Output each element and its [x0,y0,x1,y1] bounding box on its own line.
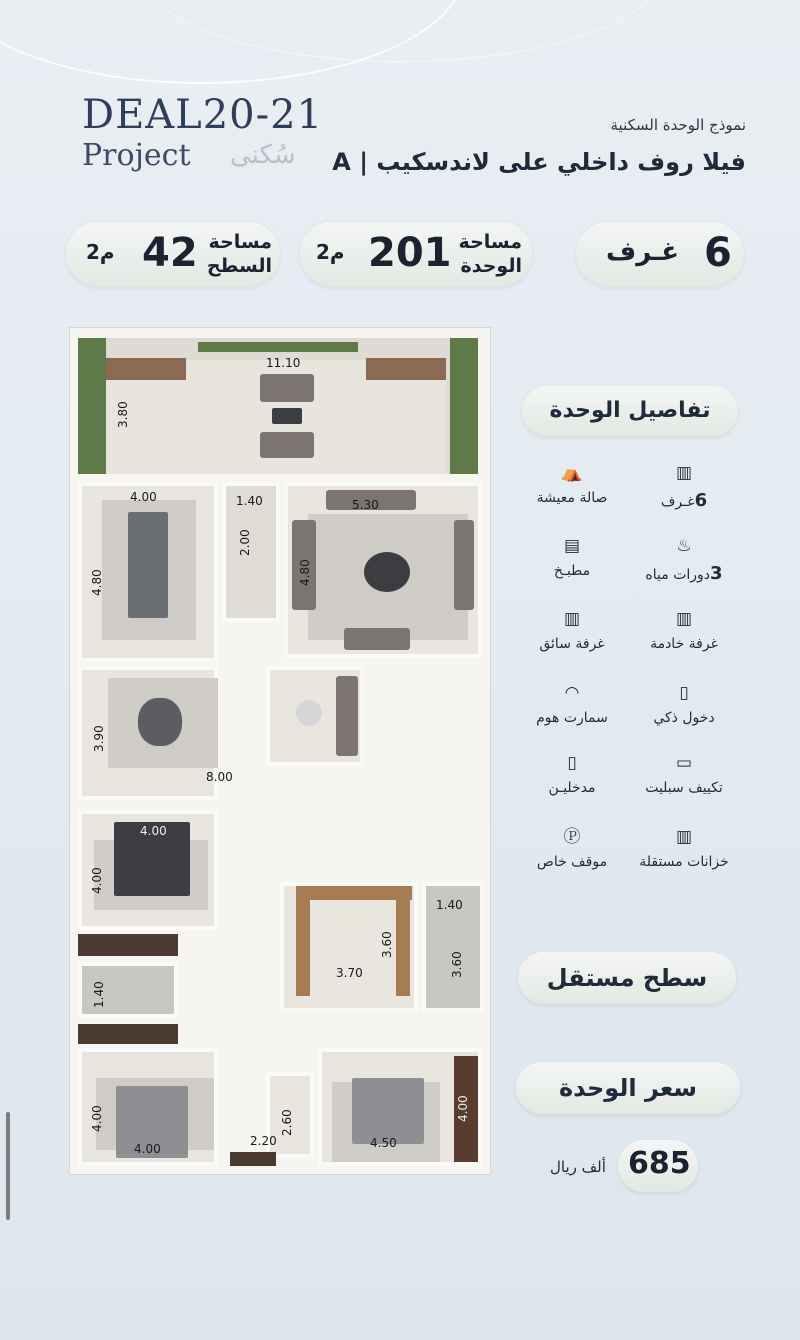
dim-dining-width: 4.00 [130,490,157,504]
dim-bed3-width: 4.50 [370,1136,397,1150]
scrollbar[interactable] [6,1112,10,1220]
feature-item [502,608,642,652]
roof-area-label: مساحة السطح [206,231,272,277]
bath-icon: ♨ [676,536,692,556]
bathroom-3 [78,962,178,1018]
unit-area-pill [300,222,532,286]
sofa-icon: ⛺ [561,463,583,483]
roof-area-pill [66,222,280,286]
feature-item [502,682,642,726]
feature-text: تكييف سبليت [645,780,723,796]
tank-icon: ▥ [675,827,693,847]
dim-dining-height: 4.80 [90,569,104,596]
floor-plan [70,328,490,1174]
dim-bed3-height: 4.00 [456,1095,470,1122]
roof-area-unit: م2 [86,240,115,264]
bathroom-2 [422,882,484,1012]
feature-label [502,636,642,652]
feature-text: دورات مياه [645,567,711,583]
bedroom-1 [78,810,218,930]
feature-label [502,710,642,726]
entrance-icon: ▯ [567,753,577,773]
dim-bath1-height: 2.00 [238,529,252,556]
wifi-icon: ◠ [564,683,580,703]
feature-item [502,826,642,870]
feature-text: دخول ذكي [653,710,715,726]
kitchen [280,882,418,1012]
feature-label [502,563,642,579]
dining-room [78,482,218,662]
bathroom-1 [222,482,280,622]
unit-area-unit: م2 [316,240,345,264]
feature-count: 3 [710,563,723,584]
feature-item [502,752,642,796]
price-unit: ألف ريال [550,1158,606,1176]
dim-bed2-width: 4.00 [134,1142,161,1156]
dim-closet-height: 2.60 [280,1109,294,1136]
feature-item [502,535,642,579]
feature-count: 6 [694,490,708,511]
door-icon: ▥ [675,609,693,629]
feature-item [502,462,642,506]
dim-bath2-height: 3.60 [450,951,464,978]
living-room [284,482,482,658]
logo-title: DEAL20-21 [82,92,324,138]
rooms-value: 6 [704,230,732,276]
dim-kitchen-width: 3.70 [336,966,363,980]
dim-bed1-height: 4.00 [90,867,104,894]
feature-text: سمارت هوم [536,710,608,726]
feature-text: مطبـخ [553,563,591,579]
door-icon: ▥ [675,463,693,483]
feature-text: خزانات مستقلة [639,854,729,870]
unit-area-label: مساحة الوحدة [458,231,522,277]
dim-bed2-height: 4.00 [90,1105,104,1132]
logo-arabic: سُكنى [230,140,296,170]
sitting-hall [78,666,218,800]
rooms-label: غـرف [606,237,680,267]
price-value: 685 [628,1146,691,1181]
feature-label [502,854,642,870]
dim-kitchen-height: 3.60 [380,931,394,958]
model-label: نموذج الوحدة السكنية [610,116,746,134]
feature-label [502,490,642,506]
dim-bath2-width: 1.40 [436,898,463,912]
dim-bath1-width: 1.40 [236,494,263,508]
roof-area-value: 42 [142,230,198,276]
dim-living-width: 5.30 [352,498,379,512]
feature-text: غـرف [660,494,695,510]
details-heading: تفاصيل الوحدة [522,386,738,436]
dim-bed1-width: 4.00 [140,824,167,838]
dim-hall-width: 8.00 [206,770,233,784]
logo-subtitle: Project [82,138,191,173]
feature-text: غرفة خادمة [650,636,718,652]
feature-text: غرفة سائق [539,636,605,652]
feature-text: موقف خاص [536,854,608,870]
dim-bath3-height: 1.40 [92,981,106,1008]
parking-icon: Ⓟ [563,827,581,847]
dim-living-height: 4.80 [298,559,312,586]
stove-icon: ▤ [563,536,581,556]
door-icon: ▥ [563,609,581,629]
dim-closet-width: 2.20 [250,1134,277,1148]
dim-terrace-height: 3.80 [116,401,130,428]
bedroom-3 [318,1048,482,1166]
dim-terrace-width: 11.10 [266,356,301,370]
smart-lock-icon: ▯ [679,683,689,703]
bedroom-2 [78,1048,218,1166]
dim-hall-height: 3.90 [92,725,106,752]
rooms-pill [576,222,744,286]
feature-text: صالة معيشة [536,490,608,506]
terrace-area [78,338,478,474]
ac-icon: ▭ [675,753,693,773]
model-title: فيلا روف داخلي على لاندسكيب | A [332,148,746,176]
lounge-area [266,666,364,766]
private-roof-pill: سطح مستقل [518,952,736,1004]
feature-label [502,780,642,796]
unit-area-value: 201 [368,230,452,276]
price-heading-pill: سعر الوحدة [516,1062,740,1114]
feature-text: مدخليـن [548,780,596,796]
